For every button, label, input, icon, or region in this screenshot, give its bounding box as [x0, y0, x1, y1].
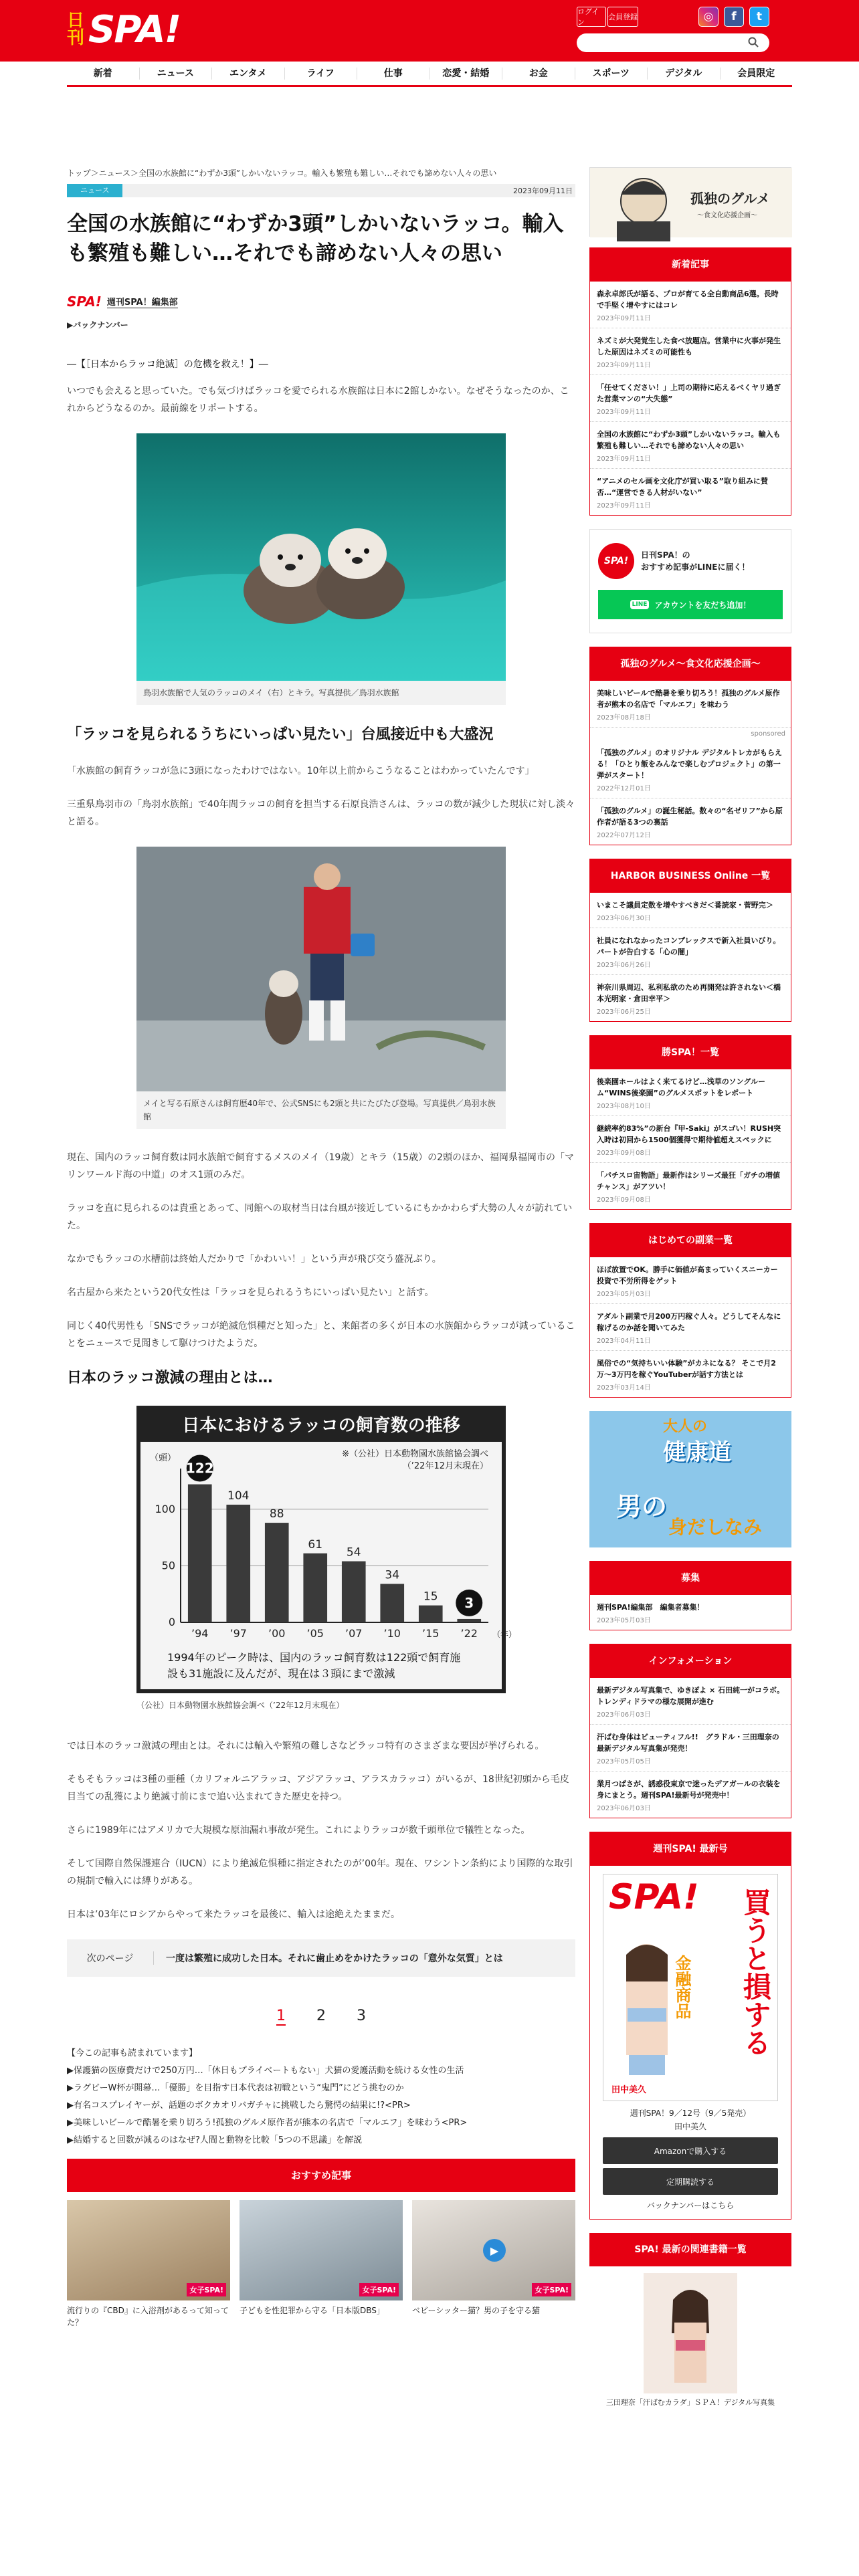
- harbor-heading[interactable]: HARBOR BUSINESS Online 一覧: [590, 859, 791, 893]
- chart-source-date: （’22年12月末現在）: [402, 1461, 488, 1471]
- nav-item-love[interactable]: 恋愛・結婚: [430, 68, 503, 80]
- sidebar-article[interactable]: [590, 975, 791, 1021]
- recommended-title: 流行りの『CBD』に入浴剤があるって知ってた？: [67, 2306, 229, 2327]
- sidebar-article[interactable]: [590, 282, 791, 328]
- book-card[interactable]: [589, 2266, 791, 2416]
- author[interactable]: [67, 294, 575, 310]
- chart-data-label: 104: [227, 1489, 250, 1503]
- fukugyo-heading[interactable]: はじめての副業一覧: [590, 1224, 791, 1257]
- sidebar-article-title: “アニメのセル画を文化庁が買い取る”取り組みに賛否…“運営できる人材がいない”: [597, 477, 768, 497]
- recruit-box: [589, 1561, 791, 1630]
- sidebar-article-title: 業月つばさが、誘惑役東京で迷ったデアガールの衣装を身にまとう。週刊SPA!最新号が発売中！: [597, 1780, 781, 1800]
- sidebar-article-date: 2023年06月25日: [597, 1008, 651, 1016]
- sidebar-article[interactable]: [590, 1257, 791, 1304]
- sidebar-article-date: 2023年09月08日: [597, 1196, 651, 1204]
- recommended-card[interactable]: [412, 2200, 575, 2329]
- joshi-spa-badge: 女子SPA!: [532, 2283, 571, 2296]
- joshi-spa-badge: 女子SPA!: [359, 2283, 399, 2296]
- line-top: [598, 543, 783, 579]
- sidebar-article-title: 後楽園ホールはよく来てるけど…浅草のソングルーム“WINS後楽園”のグルメスポットをレポート: [597, 1077, 766, 1097]
- chart-data-label: 3: [464, 1594, 474, 1611]
- sidebar-article[interactable]: [590, 375, 791, 422]
- readmore-list: [67, 2062, 575, 2149]
- sidebar-article-date: 2023年06月03日: [597, 1805, 651, 1812]
- amazon-buy-button[interactable]: Amazonで購入する: [603, 2137, 778, 2164]
- recommended-card[interactable]: [240, 2200, 403, 2329]
- cover-model: [606, 1935, 693, 2095]
- logo-spa: SPA!: [88, 7, 181, 51]
- sidebar-article-date: 2023年08月18日: [597, 714, 651, 722]
- cover-name: 田中美久: [611, 2085, 647, 2095]
- chart-xtick-label: ’10: [383, 1627, 401, 1640]
- chart-data-label: 61: [308, 1537, 323, 1551]
- sidebar-article[interactable]: [590, 740, 791, 798]
- paragraph-12: 日本は’03年にロシアからやって来たラッコを最後に、輸入は途絶えたままだ。: [67, 1909, 400, 1920]
- readmore-item[interactable]: ▶美味しいビールで酷暑を乗り切ろう!孤独のグルメ原作者が熊本の名店で「マルエフ」を味わう<PR>: [67, 2118, 468, 2128]
- sidebar-article-title: 最新デジタル写真集で、ゆきぽよ × 石田純一がコラボ。トレンディドラマの様な展開が進む: [597, 1686, 784, 1706]
- search-input[interactable]: [577, 33, 769, 52]
- paragraph-7: 同じく40代男性も「SNSでラッコが絶滅危惧種だと知った」と、来館者の多くが日本の水族館からラッコが減っていることをニュースで見聞きして駆けつけたようだ。: [67, 1321, 575, 1349]
- chart-data-label: 54: [346, 1545, 361, 1560]
- sidebar-article-date: 2023年09月11日: [597, 455, 651, 463]
- category-badge[interactable]: ニュース: [67, 184, 122, 197]
- recommended-heading: おすすめ記事: [67, 2159, 575, 2192]
- nav-item-sports[interactable]: スポーツ: [575, 68, 648, 80]
- sidebar-article-title: 「任せてください！」上司の期待に応えるべくヤリ過ぎた営業マンの“大失態”: [597, 383, 781, 403]
- chart-xtick-label: ’05: [306, 1627, 324, 1640]
- ad-text-1: 大人の: [663, 1418, 708, 1435]
- site-logo[interactable]: [67, 5, 186, 53]
- recommended-image: [67, 2200, 230, 2300]
- twitter-icon[interactable]: t: [749, 7, 769, 27]
- kachi-spa-box: [589, 1035, 791, 1210]
- sidebar-article[interactable]: [590, 328, 791, 375]
- health-ad-banner[interactable]: [589, 1411, 791, 1547]
- recommended-title: 子どもを性犯罪から守る「日本版DBS」: [240, 2306, 385, 2315]
- login-button[interactable]: ログイン: [577, 7, 606, 27]
- readmore-item[interactable]: ▶保護猫の医療費だけで250万円…「休日もプライベートもない」犬猫の愛護活動を続ける女性の生活: [67, 2066, 464, 2076]
- search-icon[interactable]: [748, 37, 759, 47]
- ad-text-2: 健康道: [663, 1439, 731, 1466]
- register-button[interactable]: 会員登録: [607, 7, 638, 27]
- chart-bar: [342, 1562, 366, 1622]
- sidebar-article-title: 社員になれなかったコンプレックスで新入社員いびり。パートが告白する「心の闇」: [597, 936, 781, 956]
- keeper-photo[interactable]: [136, 847, 506, 1091]
- chart-bar: [419, 1606, 443, 1622]
- paragraph-8: では日本のラッコ激減の理由とは。それには輸入や繁殖の難しさなどラッコ特有のさまざまな要因が挙げられる。: [67, 1741, 545, 1751]
- sidebar-article-date: 2023年09月11日: [597, 409, 651, 416]
- chart-bar: [380, 1584, 404, 1622]
- paragraph-4: ラッコを直に見られるのは貴重とあって、同館への取材当日は台風が接近しているにもかかわらず大勢の人々が訪れていた。: [67, 1203, 573, 1231]
- logo-nikkan: 日刊: [67, 11, 85, 48]
- recommended-image: [240, 2200, 403, 2300]
- chart-bar: [265, 1523, 289, 1622]
- readmore-title: 【今この記事も読まれています】: [67, 2048, 198, 2058]
- chart-xtick-label: ’00: [268, 1627, 286, 1640]
- page-2[interactable]: 2: [316, 2008, 326, 2024]
- sidebar-article-date: 2022年07月12日: [597, 832, 651, 839]
- otters-illustration: [136, 433, 506, 681]
- chart-title: 日本におけるラッコの飼育数の推移: [140, 1410, 502, 1442]
- sidebar-article-date: 2023年09月11日: [597, 502, 651, 510]
- banner-subtitle: 〜食文化応援企画〜: [697, 212, 757, 219]
- new-articles-box: [589, 247, 791, 516]
- nav-item-news[interactable]: ニュース: [140, 68, 213, 80]
- line-button-label: アカウントを友だち追加！: [654, 600, 751, 610]
- nav-item-money[interactable]: お金: [502, 68, 575, 80]
- otter-chart-figure: [136, 1406, 517, 1717]
- article-meta: [67, 184, 575, 197]
- chart-xlabel: （年）: [492, 1630, 517, 1639]
- chart-note-line-1: 1994年のピーク時は、国内のラッコ飼育数は122頭で飼育施: [167, 1651, 461, 1664]
- sidebar-article-date: 2023年09月08日: [597, 1150, 651, 1157]
- sidebar-article-title: 全国の水族館に“わずか3頭”しかいないラッコ。輸入も繁殖も難しい…それでも諦めない人々の思い: [597, 430, 781, 450]
- nav-item-work[interactable]: 仕事: [357, 68, 430, 80]
- paragraph-9: そもそもラッコは3種の亜種（カリフォルニアラッコ、アジアラッコ、アラスカラッコ）がいるが、18世紀初頭から毛皮目当ての乱獲により絶滅寸前にまで追い込まれてきた歴史を持つ。: [67, 1774, 569, 1802]
- chart-bar: [303, 1553, 327, 1622]
- recommended-card[interactable]: [67, 2200, 230, 2329]
- sidebar-article-title: 「孤独のグルメ」の誕生秘話。数々の“名ゼリフ”から原作者が語る3つの裏話: [597, 807, 783, 827]
- facebook-icon[interactable]: f: [724, 7, 744, 27]
- sidebar-article[interactable]: [590, 798, 791, 845]
- keeper-illustration: [136, 847, 506, 1091]
- chart-ytick-label: 100: [155, 1502, 175, 1515]
- harbor-box: [589, 859, 791, 1022]
- author-name[interactable]: 週刊SPA！編集部: [107, 295, 178, 308]
- recommended-row: [67, 2200, 575, 2329]
- sidebar-article-title: アダルト副業で月200万円稼ぐ人々。どうしてそんなに稼げるのか話を聞いてみた: [597, 1312, 781, 1332]
- ad-text-3: 男の: [616, 1492, 668, 1521]
- paragraph-2: 三重県鳥羽市の「鳥羽水族館」で40年間ラッコの飼育を担当する石原良浩さんは、ラッコの数が減少した現状に対し淡々と語る。: [67, 799, 575, 827]
- issue-name: 田中美久: [674, 2122, 706, 2131]
- info-heading: インフォメーション: [590, 1644, 791, 1678]
- sidebar-article[interactable]: [590, 1069, 791, 1116]
- series-link[interactable]: ―【［日本からラッコ絶滅］の危機を救え！】―: [67, 359, 268, 370]
- paragraph-6: 名古屋から来たという20代女性は「ラッコを見られるうちにいっぱい見たい」と話す。: [67, 1287, 434, 1298]
- paragraph-1: 「水族館の飼育ラッコが急に3頭になったわけではない。10年以上前からこうなることはわかっていたんです」: [67, 766, 535, 776]
- backnumber-sidebar-link[interactable]: バックナンバーはこちら: [646, 2201, 735, 2210]
- lead-paragraph: いつでも会えると思っていた。でも気づけばラッコを愛でられる水族館は日本に2館しかない。なぜそうなったのか、これからどうなるのか。最前線をリポートする。: [67, 386, 569, 414]
- chart-data-label: 122: [185, 1460, 214, 1477]
- fukugyo-box: [589, 1223, 791, 1398]
- kodoku-heading: 孤独のグルメ〜食文化応援企画〜: [590, 647, 791, 681]
- sidebar-article[interactable]: [590, 1678, 791, 1725]
- article-title: 全国の水族館に“わずか3頭”しかいないラッコ。輸入も繁殖も難しい…それでも諦めない人々の思い: [67, 212, 564, 265]
- sidebar-article[interactable]: [590, 681, 791, 728]
- issue-info: 週刊SPA！9／12号（9／5発売）: [630, 2109, 751, 2118]
- next-page-text: 一度は繁殖に成功した日本。それに歯止めをかけたラッコの「意外な気質」とは: [166, 1953, 503, 1964]
- chart-xtick-label: ’94: [191, 1627, 209, 1640]
- book-cover: [644, 2273, 737, 2393]
- backnumber-link[interactable]: ▶バックナンバー: [67, 320, 128, 330]
- sidebar-article-date: 2023年06月30日: [597, 915, 651, 922]
- section-heading-2: 日本のラッコ激減の理由とは…: [67, 1370, 273, 1386]
- chart-bar: [457, 1619, 481, 1622]
- line-follow-box: [589, 529, 791, 633]
- nav-item-digital[interactable]: デジタル: [648, 68, 721, 80]
- sidebar-article-title: 継続率約83%”の新台『甲-Saki』がスゴい！RUSH突入時は初回から1500個獲得で期待値超えスペックに: [597, 1124, 781, 1144]
- sidebar-article-title: 汗ばむ身体はビューティフル!! グラドル・三田理奈の最新デジタル写真集が発売！: [597, 1733, 779, 1753]
- chart-svg: [140, 1442, 517, 1689]
- books-heading: SPA! 最新の関連書籍一覧: [589, 2233, 791, 2266]
- nav-item-life[interactable]: ライフ: [285, 68, 358, 80]
- figure-otters: [136, 433, 506, 705]
- article-date: 2023年09月11日: [513, 187, 573, 195]
- nav-item-members[interactable]: 会員限定: [737, 68, 775, 79]
- info-box: [589, 1644, 791, 1818]
- sidebar-article[interactable]: [590, 1351, 791, 1397]
- sidebar-article-date: 2023年06月26日: [597, 962, 651, 969]
- sidebar-article[interactable]: [590, 422, 791, 469]
- magazine-cover[interactable]: [603, 1874, 778, 2101]
- chart-ytick-label: 50: [161, 1559, 175, 1572]
- figure-keeper: [136, 847, 506, 1129]
- sidebar-article-title: 森永卓郎氏が語る、プロが育てる全自動商品6選。長時で手堅く增やすにはコレ: [597, 290, 779, 310]
- chart-caption: （公社）日本動物園水族館協会調べ（’22年12月末現在）: [136, 1693, 506, 1717]
- sidebar-article[interactable]: [590, 469, 791, 515]
- sidebar: [589, 167, 791, 2430]
- next-page-label: 次のページ: [67, 1951, 154, 1965]
- author-logo: SPA!: [67, 294, 102, 310]
- cover-logo: SPA!: [609, 1877, 699, 1917]
- readmore-item[interactable]: ▶結婚すると回数が減るのはなぜ?人間と動物を比較「5つの不思議」を解説: [67, 2135, 363, 2145]
- sponsored-label: sponsored: [751, 730, 785, 738]
- readmore-item[interactable]: ▶有名コスプレイヤーが、話題のボクカオリバガチャに挑戦したら驚愕の結果に!?<PR>: [67, 2101, 411, 2111]
- banner-title: 孤独のグルメ: [690, 191, 770, 207]
- chart-xtick-label: ’22: [460, 1627, 478, 1640]
- paragraph-5: なかでもラッコの水槽前は終始人だかりで「かわいい！」という声が飛び交う盛況ぶり。: [67, 1254, 442, 1265]
- sidebar-article-title: ネズミが大発覚生した食べ放題店。営業中に火事が発生した原因はネズミの可能性も: [597, 336, 781, 356]
- sidebar-article[interactable]: [590, 1304, 791, 1351]
- line-icon: LINE: [630, 600, 650, 609]
- recommended-image: [412, 2200, 575, 2300]
- chart-xtick-label: ’15: [422, 1627, 440, 1640]
- ad-text-4: 身だしなみ: [668, 1516, 763, 1538]
- article-main: [67, 167, 575, 2329]
- kodoku-banner[interactable]: [589, 167, 791, 237]
- sidebar-article-title: 風俗での“気持ちいい体験”がカネになる？ そこで月2万〜3万円を稼ぐYouTuberが話す方法とは: [597, 1359, 776, 1379]
- nav-item-new[interactable]: 新着: [67, 68, 140, 80]
- sidebar-article[interactable]: [590, 893, 791, 928]
- sidebar-article-date: 2023年09月11日: [597, 362, 651, 369]
- chart-data-label: 88: [269, 1507, 284, 1521]
- book-title: 三田理奈「汗ばむカラダ」ＳＰＡ！デジタル写真集: [605, 2398, 775, 2407]
- paragraph-3: 現在、国内のラッコ飼育数は同水族館で飼育するメスのメイ（19歳）とキラ（15歳）の2頭のほか、福岡県福岡市の「マリンワールド海の中道」のオス1頭のみだ。: [67, 1152, 574, 1180]
- weekly-spa-box: [589, 1832, 791, 2220]
- paragraph-10: さらに1989年にはアメリカで大規模な原油漏れ事故が発生。これによりラッコが数千頭単位で犠牲となった。: [67, 1825, 531, 1836]
- section-heading-1: 「ラッコを見られるうちにいっぱい見たい」台風接近中も大盛況: [67, 726, 494, 743]
- kodoku-box: [589, 647, 791, 845]
- chart-bar: [226, 1505, 250, 1622]
- chart-data-label: 15: [423, 1590, 438, 1604]
- recruit-heading: 募集: [590, 1562, 791, 1595]
- weekly-heading: 週刊SPA! 最新号: [590, 1832, 791, 1866]
- sidebar-article-date: 2023年04月11日: [597, 1337, 651, 1345]
- otter-chart[interactable]: [136, 1406, 517, 1693]
- caption-keeper: メイと写る石原さんは飼育歴40年で、公式SNSにも2頭と共にたびたび登場。写真提供／鳥羽水族館: [136, 1091, 506, 1129]
- chart-ylabel: （頭）: [150, 1453, 177, 1463]
- subscribe-button[interactable]: 定期購読する: [603, 2168, 778, 2195]
- sidebar-article-title: 「孤独のグルメ」のオリジナル デジタルトレカがもらえる！「ひとり飯をみんなで楽しむプロジェクト」の第一弾がスタート！: [597, 748, 782, 780]
- sidebar-article[interactable]: [590, 1595, 791, 1630]
- sidebar-article-date: 2023年09月11日: [597, 315, 651, 322]
- site-header: [0, 0, 859, 62]
- sidebar-article-title: 美味しいビールで酷暑を乗り切ろう！孤独のグルメ原作者が熊本の名店で「マルエフ」を味わう: [597, 689, 780, 709]
- chart-data-label: 34: [385, 1568, 400, 1582]
- cover-subheadline: 金融商品: [672, 1955, 691, 2019]
- main-nav: [67, 62, 792, 87]
- sidebar-article-title: 週刊SPA!編集部 編集者募集！: [597, 1603, 704, 1612]
- readmore-item[interactable]: ▶ラグビーW杯が開幕…「優勝」を目指す日本代表は初戦という“鬼門”にどう挑むのか: [67, 2083, 404, 2093]
- sidebar-article-date: 2023年05月03日: [597, 1291, 651, 1298]
- breadcrumb[interactable]: トップ＞ニュース＞全国の水族館に“わずか3頭”しかいないラッコ。輸入も繁殖も難しい…それでも諦めない人々の思い: [67, 169, 497, 178]
- sidebar-article-title: いまこそ議員定数を增やすべきだ＜番読家・菅野完＞: [597, 901, 773, 909]
- sidebar-article-date: 2023年08月10日: [597, 1103, 651, 1110]
- sidebar-article[interactable]: [590, 1163, 791, 1209]
- chart-bar: [188, 1485, 212, 1622]
- instagram-icon[interactable]: ◎: [698, 7, 719, 27]
- sidebar-article-date: 2023年03月14日: [597, 1384, 651, 1392]
- page-3[interactable]: 3: [357, 2008, 366, 2024]
- books-box: [589, 2233, 791, 2416]
- page-1[interactable]: 1: [276, 2008, 286, 2024]
- next-page-link[interactable]: [67, 1939, 575, 1977]
- joshi-spa-badge: 女子SPA!: [187, 2283, 226, 2296]
- cover-headline: 買うと損する: [739, 1888, 772, 2056]
- otters-photo[interactable]: [136, 433, 506, 681]
- paragraph-11: そして国際自然保護連合（IUCN）により絶滅危惧種に指定されたのが’00年。現在、ワシントン条約により国際的な取引の規制で輸入には縛りがある。: [67, 1858, 573, 1887]
- sidebar-article-title: ほぼ放置でOK。勝手に価値が高まっていくスニーカー投資で不労所得をゲット: [597, 1265, 778, 1285]
- chart-note-line-2: 設も31施設に及んだが、現在は３頭にまで激減: [167, 1667, 395, 1680]
- spa-round-logo: SPA!: [598, 543, 634, 579]
- play-icon[interactable]: ▶: [483, 2239, 506, 2262]
- chart-source-note: ※（公社）日本動物園水族館協会調べ: [342, 1449, 488, 1459]
- new-articles-heading: 新着記事: [590, 248, 791, 282]
- recommended-title: ベビーシッター猫？男の子を守る猫: [412, 2306, 541, 2315]
- sidebar-article-date: 2023年05月05日: [597, 1758, 651, 1765]
- nav-item-entame[interactable]: エンタメ: [212, 68, 285, 80]
- sidebar-article[interactable]: [590, 1772, 791, 1818]
- sidebar-article-date: 2023年06月03日: [597, 1711, 651, 1719]
- line-add-friend-button[interactable]: [598, 590, 783, 619]
- chart-xtick-label: ’07: [345, 1627, 363, 1640]
- caption-otters: 鳥羽水族館で人気のラッコのメイ（右）とキラ。写真提供／鳥羽水族館: [136, 681, 506, 705]
- sidebar-article[interactable]: [590, 928, 791, 975]
- sidebar-article-title: 「パチスロ宙物語」最新作はシリーズ最狂「ガチの増値チャンス」がアツい！: [597, 1171, 781, 1191]
- kachi-spa-heading[interactable]: 勝SPA！一覧: [590, 1036, 791, 1069]
- line-text: 日刊SPA！の おすすめ記事がLINEに届く！: [641, 550, 750, 572]
- sidebar-article-date: 2023年05月03日: [597, 1617, 651, 1624]
- sidebar-article[interactable]: [590, 1116, 791, 1163]
- sidebar-article[interactable]: [590, 1725, 791, 1772]
- pagination: [67, 2008, 575, 2026]
- chart-ytick-label: 0: [168, 1616, 175, 1628]
- sidebar-article-date: 2022年12月01日: [597, 785, 651, 792]
- chart-xtick-label: ’97: [229, 1627, 247, 1640]
- sidebar-article-title: 神奈川県周辺、私利私欲のため再開発は許されない＜橋本光明家・倉田幸平＞: [597, 983, 781, 1003]
